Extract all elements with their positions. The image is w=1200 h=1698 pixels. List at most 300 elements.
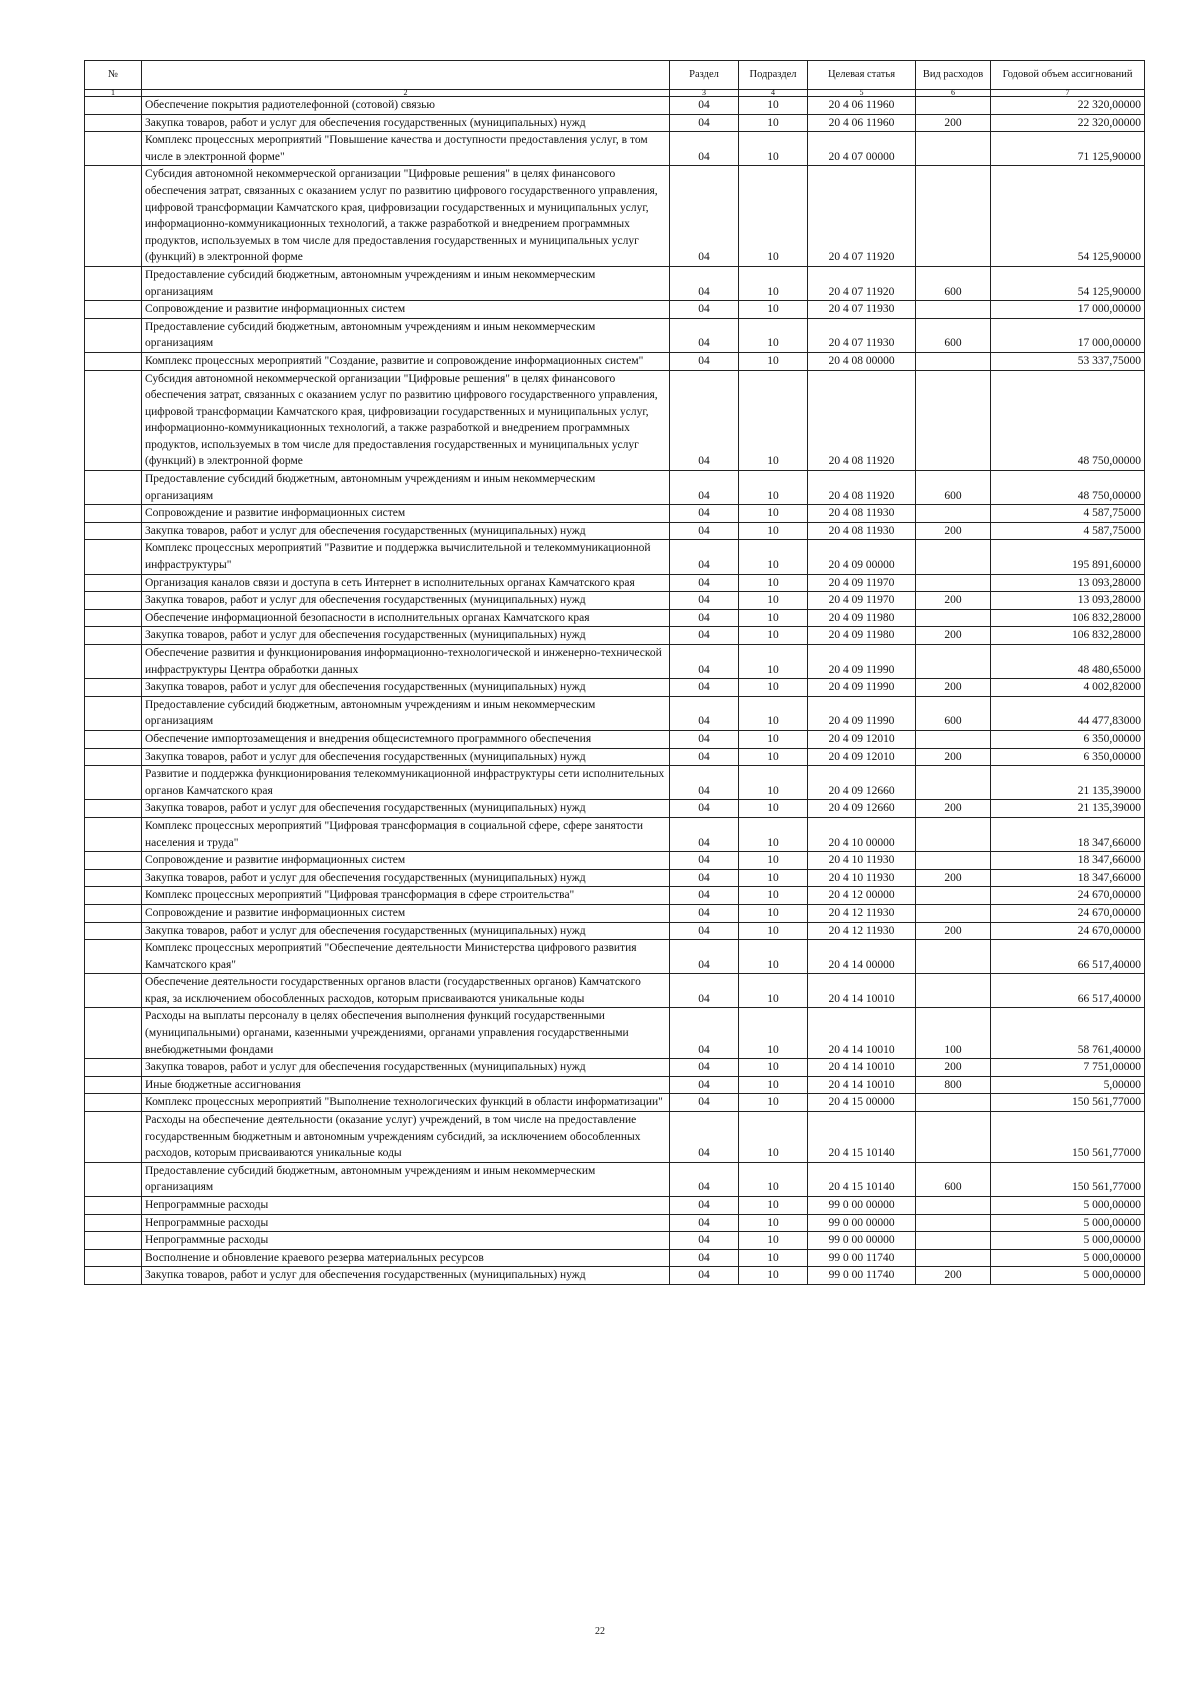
row-number-cell [85, 748, 142, 766]
row-razdel-cell: 04 [670, 266, 739, 300]
row-expense-type-cell [916, 904, 991, 922]
row-expense-type-cell [916, 505, 991, 523]
table-row [85, 318, 1145, 352]
row-razdel-cell: 04 [670, 97, 739, 115]
row-name-cell: Комплекс процессных мероприятий "Выполнение технологических функций в области информатизации" [142, 1094, 670, 1112]
row-expense-type-cell [916, 940, 991, 974]
table-row [85, 609, 1145, 627]
row-amount-cell: 13 093,28000 [991, 574, 1145, 592]
row-amount-cell: 22 320,00000 [991, 97, 1145, 115]
row-number-cell [85, 505, 142, 523]
row-podrazdel-cell: 10 [739, 748, 808, 766]
row-amount-cell: 21 135,39000 [991, 800, 1145, 818]
row-razdel-cell: 04 [670, 1214, 739, 1232]
row-amount-cell: 71 125,90000 [991, 132, 1145, 166]
row-expense-type-cell: 200 [916, 627, 991, 645]
table-row [85, 1267, 1145, 1285]
row-number-cell [85, 800, 142, 818]
row-number-cell [85, 679, 142, 697]
row-podrazdel-cell: 10 [739, 114, 808, 132]
row-razdel-cell: 04 [670, 974, 739, 1008]
table-row [85, 114, 1145, 132]
row-expense-type-cell [916, 730, 991, 748]
row-podrazdel-cell: 10 [739, 609, 808, 627]
row-number-cell [85, 940, 142, 974]
row-podrazdel-cell: 10 [739, 540, 808, 574]
row-razdel-cell: 04 [670, 869, 739, 887]
row-amount-cell: 4 587,75000 [991, 505, 1145, 523]
header-row [85, 61, 1145, 90]
row-amount-cell: 13 093,28000 [991, 592, 1145, 610]
row-amount-cell: 21 135,39000 [991, 766, 1145, 800]
table-row [85, 132, 1145, 166]
row-name-cell: Организация каналов связи и доступа в сеть Интернет в исполнительных органах Камчатского края [142, 574, 670, 592]
row-name-cell: Восполнение и обновление краевого резерва материальных ресурсов [142, 1249, 670, 1267]
row-razdel-cell: 04 [670, 301, 739, 319]
table-row [85, 352, 1145, 370]
row-amount-cell: 106 832,28000 [991, 627, 1145, 645]
row-podrazdel-cell: 10 [739, 974, 808, 1008]
table-row [85, 266, 1145, 300]
row-razdel-cell: 04 [670, 679, 739, 697]
row-podrazdel-cell: 10 [739, 730, 808, 748]
header-razdel: Раздел [670, 61, 739, 90]
table-row [85, 922, 1145, 940]
table-body [85, 97, 1145, 1285]
row-number-cell [85, 904, 142, 922]
row-razdel-cell: 04 [670, 922, 739, 940]
row-amount-cell: 150 561,77000 [991, 1094, 1145, 1112]
row-podrazdel-cell: 10 [739, 887, 808, 905]
row-podrazdel-cell: 10 [739, 592, 808, 610]
row-razdel-cell: 04 [670, 748, 739, 766]
table-row [85, 748, 1145, 766]
row-name-cell: Обеспечение информационной безопасности в исполнительных органах Камчатского края [142, 609, 670, 627]
row-name-cell: Развитие и поддержка функционирования телекоммуникационной инфраструктуры сети исполнительных органов Камчатского края [142, 766, 670, 800]
table-row [85, 1232, 1145, 1250]
table-row [85, 592, 1145, 610]
table-row [85, 505, 1145, 523]
row-amount-cell: 4 002,82000 [991, 679, 1145, 697]
row-amount-cell: 7 751,00000 [991, 1059, 1145, 1077]
row-number-cell [85, 318, 142, 352]
table-header [85, 61, 1145, 97]
row-number-cell [85, 97, 142, 115]
row-target-article-cell: 20 4 09 11970 [808, 592, 916, 610]
row-target-article-cell: 20 4 09 11990 [808, 696, 916, 730]
row-number-cell [85, 1162, 142, 1196]
row-number-cell [85, 540, 142, 574]
row-expense-type-cell [916, 1214, 991, 1232]
row-name-cell: Комплекс процессных мероприятий "Развитие и поддержка вычислительной и телекоммуникационной инфраструктуры" [142, 540, 670, 574]
row-podrazdel-cell: 10 [739, 627, 808, 645]
row-name-cell: Закупка товаров, работ и услуг для обеспечения государственных (муниципальных) нужд [142, 592, 670, 610]
row-expense-type-cell [916, 974, 991, 1008]
table-row [85, 540, 1145, 574]
row-amount-cell: 5 000,00000 [991, 1214, 1145, 1232]
row-podrazdel-cell: 10 [739, 1249, 808, 1267]
row-name-cell: Иные бюджетные ассигнования [142, 1076, 670, 1094]
row-razdel-cell: 04 [670, 1267, 739, 1285]
row-target-article-cell: 20 4 09 12010 [808, 730, 916, 748]
table-row [85, 1249, 1145, 1267]
row-podrazdel-cell: 10 [739, 1008, 808, 1059]
table-row [85, 974, 1145, 1008]
table-row [85, 730, 1145, 748]
row-target-article-cell: 20 4 09 12660 [808, 766, 916, 800]
table-row [85, 1197, 1145, 1215]
row-razdel-cell: 04 [670, 318, 739, 352]
table-row [85, 940, 1145, 974]
row-target-article-cell: 20 4 15 10140 [808, 1112, 916, 1163]
row-name-cell: Непрограммные расходы [142, 1214, 670, 1232]
row-target-article-cell: 20 4 09 12660 [808, 800, 916, 818]
table-row [85, 301, 1145, 319]
table-row [85, 696, 1145, 730]
row-amount-cell: 58 761,40000 [991, 1008, 1145, 1059]
row-name-cell: Комплекс процессных мероприятий "Цифровая трансформация в сфере строительства" [142, 887, 670, 905]
row-target-article-cell: 20 4 07 11930 [808, 301, 916, 319]
row-target-article-cell: 99 0 00 00000 [808, 1232, 916, 1250]
column-number: 2 [142, 90, 670, 97]
row-target-article-cell: 20 4 08 11930 [808, 505, 916, 523]
row-podrazdel-cell: 10 [739, 370, 808, 471]
row-amount-cell: 5 000,00000 [991, 1197, 1145, 1215]
table-row [85, 766, 1145, 800]
row-expense-type-cell [916, 540, 991, 574]
row-razdel-cell: 04 [670, 1094, 739, 1112]
row-number-cell [85, 114, 142, 132]
row-name-cell: Обеспечение импортозамещения и внедрения общесистемного программного обеспечения [142, 730, 670, 748]
column-number: 4 [739, 90, 808, 97]
row-amount-cell: 18 347,66000 [991, 852, 1145, 870]
row-expense-type-cell: 200 [916, 800, 991, 818]
row-target-article-cell: 99 0 00 00000 [808, 1214, 916, 1232]
row-target-article-cell: 20 4 07 11920 [808, 166, 916, 267]
row-number-cell [85, 922, 142, 940]
row-amount-cell: 48 750,00000 [991, 471, 1145, 505]
row-podrazdel-cell: 10 [739, 266, 808, 300]
row-razdel-cell: 04 [670, 940, 739, 974]
row-podrazdel-cell: 10 [739, 301, 808, 319]
row-expense-type-cell [916, 852, 991, 870]
row-podrazdel-cell: 10 [739, 1197, 808, 1215]
row-name-cell: Непрограммные расходы [142, 1232, 670, 1250]
row-expense-type-cell [916, 887, 991, 905]
row-name-cell: Сопровождение и развитие информационных систем [142, 505, 670, 523]
table-row [85, 1162, 1145, 1196]
row-number-cell [85, 1094, 142, 1112]
row-name-cell: Обеспечение покрытия радиотелефонной (сотовой) связью [142, 97, 670, 115]
row-amount-cell: 195 891,60000 [991, 540, 1145, 574]
row-razdel-cell: 04 [670, 904, 739, 922]
row-number-cell [85, 1249, 142, 1267]
row-amount-cell: 53 337,75000 [991, 352, 1145, 370]
row-amount-cell: 54 125,90000 [991, 166, 1145, 267]
row-amount-cell: 24 670,00000 [991, 922, 1145, 940]
table-row [85, 574, 1145, 592]
table-row [85, 817, 1145, 851]
row-number-cell [85, 1267, 142, 1285]
row-number-cell [85, 1214, 142, 1232]
row-razdel-cell: 04 [670, 1249, 739, 1267]
table-row [85, 627, 1145, 645]
row-name-cell: Комплекс процессных мероприятий "Обеспечение деятельности Министерства цифрового развития Камчатского края" [142, 940, 670, 974]
row-name-cell: Субсидия автономной некоммерческой организации "Цифровые решения" в целях финансового обеспечения затрат, связанных с оказанием услуг по развитию цифрового государственного управления, цифровой трансформации Камчатского края, цифровизации государственных и муниципальных услуг, информационно-коммуникационных технологий, а также разработкой и внедрением программных продуктов, используемых в том числе для предоставления государственных и муниципальных услуг (функций) в электронной форме [142, 370, 670, 471]
row-razdel-cell: 04 [670, 696, 739, 730]
row-razdel-cell: 04 [670, 1112, 739, 1163]
row-amount-cell: 5 000,00000 [991, 1267, 1145, 1285]
row-target-article-cell: 20 4 09 11980 [808, 627, 916, 645]
row-target-article-cell: 20 4 10 11930 [808, 852, 916, 870]
row-podrazdel-cell: 10 [739, 922, 808, 940]
row-name-cell: Комплекс процессных мероприятий "Создание, развитие и сопровождение информационных систем" [142, 352, 670, 370]
row-podrazdel-cell: 10 [739, 1232, 808, 1250]
row-podrazdel-cell: 10 [739, 318, 808, 352]
row-amount-cell: 48 480,65000 [991, 645, 1145, 679]
row-amount-cell: 5 000,00000 [991, 1232, 1145, 1250]
row-number-cell [85, 1197, 142, 1215]
document-page [84, 60, 1144, 1285]
column-number: 6 [916, 90, 991, 97]
row-target-article-cell: 20 4 07 11920 [808, 266, 916, 300]
row-target-article-cell: 20 4 09 00000 [808, 540, 916, 574]
column-number-row [85, 90, 1145, 97]
row-target-article-cell: 99 0 00 11740 [808, 1249, 916, 1267]
row-razdel-cell: 04 [670, 540, 739, 574]
row-amount-cell: 4 587,75000 [991, 522, 1145, 540]
row-name-cell: Закупка товаров, работ и услуг для обеспечения государственных (муниципальных) нужд [142, 748, 670, 766]
table-row [85, 1094, 1145, 1112]
row-number-cell [85, 592, 142, 610]
row-name-cell: Закупка товаров, работ и услуг для обеспечения государственных (муниципальных) нужд [142, 800, 670, 818]
row-amount-cell: 150 561,77000 [991, 1162, 1145, 1196]
column-number: 3 [670, 90, 739, 97]
row-number-cell [85, 627, 142, 645]
row-expense-type-cell [916, 370, 991, 471]
row-number-cell [85, 696, 142, 730]
row-number-cell [85, 887, 142, 905]
row-amount-cell: 66 517,40000 [991, 974, 1145, 1008]
header-name [142, 61, 670, 90]
row-podrazdel-cell: 10 [739, 645, 808, 679]
row-podrazdel-cell: 10 [739, 852, 808, 870]
row-number-cell [85, 974, 142, 1008]
row-name-cell: Комплекс процессных мероприятий "Цифровая трансформация в социальной сфере, сфере занятости населения и труда" [142, 817, 670, 851]
row-number-cell [85, 132, 142, 166]
row-razdel-cell: 04 [670, 471, 739, 505]
table-row [85, 645, 1145, 679]
row-target-article-cell: 20 4 15 00000 [808, 1094, 916, 1112]
row-razdel-cell: 04 [670, 370, 739, 471]
row-razdel-cell: 04 [670, 800, 739, 818]
row-razdel-cell: 04 [670, 114, 739, 132]
row-number-cell [85, 869, 142, 887]
row-number-cell [85, 766, 142, 800]
row-target-article-cell: 20 4 10 00000 [808, 817, 916, 851]
table-row [85, 1008, 1145, 1059]
row-name-cell: Непрограммные расходы [142, 1197, 670, 1215]
table-row [85, 1076, 1145, 1094]
table-row [85, 1112, 1145, 1163]
row-expense-type-cell: 600 [916, 266, 991, 300]
row-podrazdel-cell: 10 [739, 869, 808, 887]
row-name-cell: Предоставление субсидий бюджетным, автономным учреждениям и иным некоммерческим организациям [142, 696, 670, 730]
table-row [85, 800, 1145, 818]
row-razdel-cell: 04 [670, 574, 739, 592]
row-number-cell [85, 166, 142, 267]
row-target-article-cell: 20 4 09 11970 [808, 574, 916, 592]
row-name-cell: Сопровождение и развитие информационных систем [142, 301, 670, 319]
column-number: 7 [991, 90, 1145, 97]
row-podrazdel-cell: 10 [739, 1162, 808, 1196]
header-podrazdel: Подраздел [739, 61, 808, 90]
row-podrazdel-cell: 10 [739, 522, 808, 540]
page-number: 22 [595, 1626, 605, 1637]
row-expense-type-cell: 200 [916, 592, 991, 610]
row-target-article-cell: 20 4 09 11990 [808, 645, 916, 679]
row-expense-type-cell: 100 [916, 1008, 991, 1059]
row-name-cell: Предоставление субсидий бюджетным, автономным учреждениям и иным некоммерческим организациям [142, 266, 670, 300]
row-target-article-cell: 20 4 06 11960 [808, 114, 916, 132]
row-razdel-cell: 04 [670, 766, 739, 800]
row-amount-cell: 66 517,40000 [991, 940, 1145, 974]
row-podrazdel-cell: 10 [739, 766, 808, 800]
row-razdel-cell: 04 [670, 166, 739, 267]
row-expense-type-cell [916, 645, 991, 679]
row-number-cell [85, 609, 142, 627]
row-name-cell: Закупка товаров, работ и услуг для обеспечения государственных (муниципальных) нужд [142, 679, 670, 697]
row-razdel-cell: 04 [670, 730, 739, 748]
row-expense-type-cell [916, 1197, 991, 1215]
row-number-cell [85, 352, 142, 370]
table-row [85, 370, 1145, 471]
row-expense-type-cell [916, 574, 991, 592]
row-expense-type-cell: 200 [916, 114, 991, 132]
row-podrazdel-cell: 10 [739, 696, 808, 730]
row-target-article-cell: 99 0 00 00000 [808, 1197, 916, 1215]
row-podrazdel-cell: 10 [739, 505, 808, 523]
row-expense-type-cell: 200 [916, 1267, 991, 1285]
row-razdel-cell: 04 [670, 592, 739, 610]
row-number-cell [85, 1008, 142, 1059]
row-target-article-cell: 20 4 15 10140 [808, 1162, 916, 1196]
table-row [85, 852, 1145, 870]
row-amount-cell: 44 477,83000 [991, 696, 1145, 730]
row-target-article-cell: 20 4 06 11960 [808, 97, 916, 115]
row-expense-type-cell: 200 [916, 679, 991, 697]
table-row [85, 166, 1145, 267]
row-target-article-cell: 99 0 00 11740 [808, 1267, 916, 1285]
row-amount-cell: 150 561,77000 [991, 1112, 1145, 1163]
row-expense-type-cell [916, 166, 991, 267]
row-amount-cell: 5 000,00000 [991, 1249, 1145, 1267]
row-expense-type-cell: 200 [916, 922, 991, 940]
row-name-cell: Сопровождение и развитие информационных систем [142, 904, 670, 922]
row-amount-cell: 106 832,28000 [991, 609, 1145, 627]
row-razdel-cell: 04 [670, 645, 739, 679]
row-target-article-cell: 20 4 08 00000 [808, 352, 916, 370]
row-razdel-cell: 04 [670, 1008, 739, 1059]
row-expense-type-cell [916, 1232, 991, 1250]
row-podrazdel-cell: 10 [739, 471, 808, 505]
row-target-article-cell: 20 4 12 11930 [808, 904, 916, 922]
row-podrazdel-cell: 10 [739, 1214, 808, 1232]
row-number-cell [85, 1112, 142, 1163]
row-podrazdel-cell: 10 [739, 1076, 808, 1094]
row-expense-type-cell [916, 97, 991, 115]
row-target-article-cell: 20 4 14 10010 [808, 1076, 916, 1094]
row-amount-cell: 24 670,00000 [991, 887, 1145, 905]
row-number-cell [85, 301, 142, 319]
row-target-article-cell: 20 4 08 11930 [808, 522, 916, 540]
row-expense-type-cell: 600 [916, 471, 991, 505]
row-razdel-cell: 04 [670, 852, 739, 870]
row-target-article-cell: 20 4 08 11920 [808, 370, 916, 471]
row-name-cell: Закупка товаров, работ и услуг для обеспечения государственных (муниципальных) нужд [142, 114, 670, 132]
row-number-cell [85, 522, 142, 540]
row-podrazdel-cell: 10 [739, 679, 808, 697]
table-row [85, 679, 1145, 697]
row-podrazdel-cell: 10 [739, 352, 808, 370]
row-target-article-cell: 20 4 09 11990 [808, 679, 916, 697]
row-number-cell [85, 471, 142, 505]
row-amount-cell: 54 125,90000 [991, 266, 1145, 300]
row-amount-cell: 6 350,00000 [991, 748, 1145, 766]
table-row [85, 1059, 1145, 1077]
row-amount-cell: 18 347,66000 [991, 869, 1145, 887]
row-expense-type-cell: 200 [916, 1059, 991, 1077]
row-razdel-cell: 04 [670, 1232, 739, 1250]
column-number: 5 [808, 90, 916, 97]
row-amount-cell: 22 320,00000 [991, 114, 1145, 132]
row-expense-type-cell [916, 766, 991, 800]
row-name-cell: Предоставление субсидий бюджетным, автономным учреждениям и иным некоммерческим организациям [142, 471, 670, 505]
row-number-cell [85, 1232, 142, 1250]
row-podrazdel-cell: 10 [739, 800, 808, 818]
row-target-article-cell: 20 4 14 00000 [808, 940, 916, 974]
row-target-article-cell: 20 4 09 12010 [808, 748, 916, 766]
row-podrazdel-cell: 10 [739, 132, 808, 166]
row-target-article-cell: 20 4 10 11930 [808, 869, 916, 887]
budget-table [84, 60, 1145, 1285]
table-row [85, 97, 1145, 115]
row-name-cell: Комплекс процессных мероприятий "Повышение качества и доступности предоставления услуг, в том числе в электронной форме" [142, 132, 670, 166]
column-number: 1 [85, 90, 142, 97]
row-expense-type-cell [916, 817, 991, 851]
row-razdel-cell: 04 [670, 352, 739, 370]
table-row [85, 904, 1145, 922]
row-target-article-cell: 20 4 07 00000 [808, 132, 916, 166]
row-name-cell: Расходы на обеспечение деятельности (оказание услуг) учреждений, в том числе на предоставление государственным бюджетным и автономным учреждениям субсидий, за исключением обособленных расходов, которым присваиваются уникальные коды [142, 1112, 670, 1163]
row-number-cell [85, 1076, 142, 1094]
row-razdel-cell: 04 [670, 1076, 739, 1094]
row-expense-type-cell [916, 301, 991, 319]
row-name-cell: Обеспечение деятельности государственных органов власти (государственных органов) Камчатского края, за исключением обособленных расходов, которым присваиваются уникальные коды [142, 974, 670, 1008]
row-expense-type-cell: 800 [916, 1076, 991, 1094]
row-amount-cell: 5,00000 [991, 1076, 1145, 1094]
row-razdel-cell: 04 [670, 1162, 739, 1196]
row-podrazdel-cell: 10 [739, 1267, 808, 1285]
row-podrazdel-cell: 10 [739, 1059, 808, 1077]
row-name-cell: Закупка товаров, работ и услуг для обеспечения государственных (муниципальных) нужд [142, 627, 670, 645]
row-name-cell: Субсидия автономной некоммерческой организации "Цифровые решения" в целях финансового обеспечения затрат, связанных с оказанием услуг по развитию цифрового государственного управления, цифровой трансформации Камчатского края, цифровизации государственных и муниципальных услуг, информационно-коммуникационных технологий, а также разработкой и внедрением программных продуктов, используемых в том числе для предоставления государственных и муниципальных услуг (функций) в электронной форме [142, 166, 670, 267]
row-number-cell [85, 852, 142, 870]
row-expense-type-cell: 600 [916, 1162, 991, 1196]
header-expense-type: Вид расходов [916, 61, 991, 90]
row-name-cell: Сопровождение и развитие информационных систем [142, 852, 670, 870]
row-name-cell: Закупка товаров, работ и услуг для обеспечения государственных (муниципальных) нужд [142, 1059, 670, 1077]
